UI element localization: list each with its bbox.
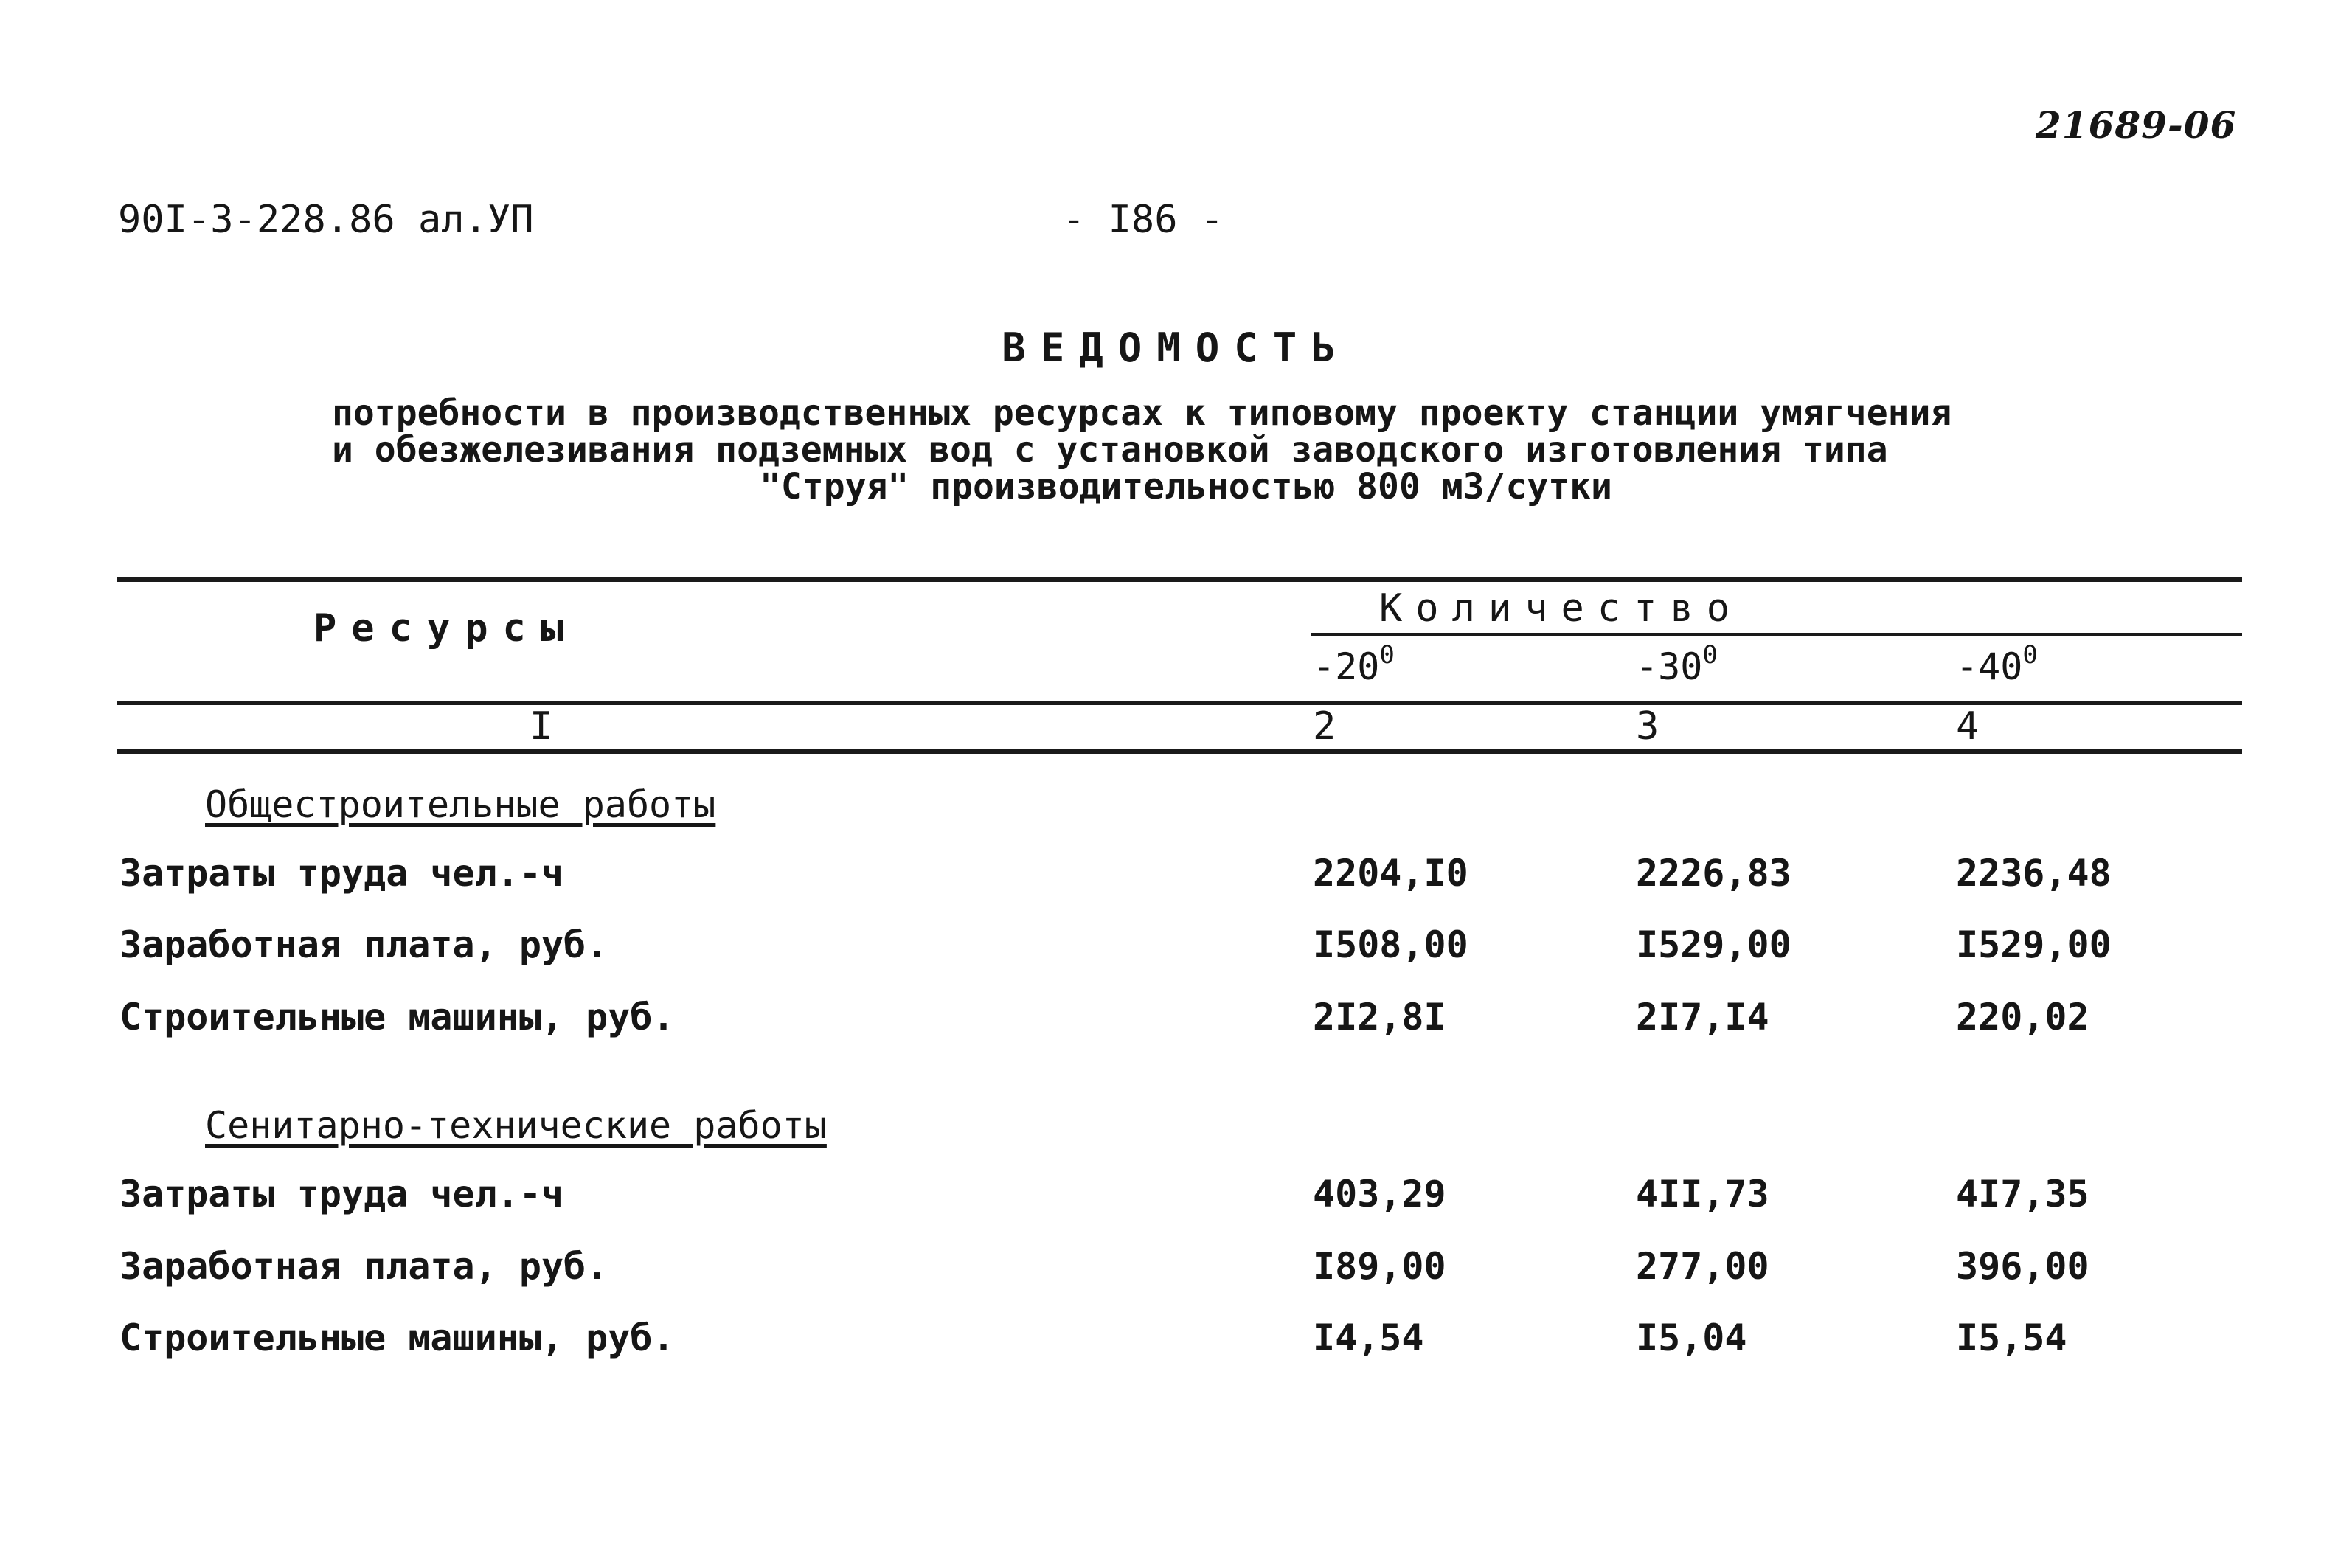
table-cell: I5,54 [1956,1317,2067,1359]
column-number-rule [117,749,2242,754]
table-cell: I529,00 [1956,923,2112,966]
table-cell: I508,00 [1313,923,1468,966]
handwritten-note: 21689-06 [2036,103,2237,147]
quantity-header-rule [1311,633,2242,636]
table-cell: I89,00 [1313,1245,1446,1288]
subtitle-line: "Струя" производительностью 800 м3/сутки [760,466,1612,507]
table-cell: 277,00 [1636,1245,1769,1288]
temperature-header: $-20^0$ [1313,640,1395,688]
subtitle-line: потребности в производственных ресурсах к типовому проекту станции умягчения [332,392,1952,434]
table-cell: 4I7,35 [1956,1173,2089,1215]
table-cell: 2204,I0 [1313,852,1468,895]
table-cell: 220,02 [1956,996,2089,1038]
document-title: ВЕДОМОСТЬ [1002,325,1350,371]
subtitle-line: и обезжелезивания подземных вод с установкой заводского изготовления типа [332,429,1888,471]
row-label: Затраты труда чел.-ч [119,852,564,895]
table-top-rule [117,577,2242,582]
column-number: 4 [1956,704,1980,749]
table-cell: 2236,48 [1956,852,2112,895]
table-cell: I4,54 [1313,1317,1424,1359]
column-number: I [530,704,553,749]
column-number: 3 [1636,704,1659,749]
row-label: Строительные машины, руб. [119,1317,675,1359]
table-cell: 4II,73 [1636,1173,1769,1215]
header-bottom-rule [117,701,2242,705]
document-subtitle [332,392,1952,507]
quantity-header: Количество [1379,586,1744,631]
row-label: Заработная плата, руб. [119,923,608,966]
column-number: 2 [1313,704,1336,749]
row-label: Заработная плата, руб. [119,1245,608,1288]
row-label: Затраты труда чел.-ч [119,1173,564,1215]
row-label: Строительные машины, руб. [119,996,675,1038]
resources-header: Ресурсы [313,606,579,651]
table-cell: I529,00 [1636,923,1791,966]
table-cell: I5,04 [1636,1317,1747,1359]
table-cell: 2226,83 [1636,852,1791,895]
temperature-header: $-40^0$ [1956,640,2038,688]
section-title: Сенитарно-технические работы [205,1104,827,1147]
document-reference: 90I-3-228.86 ал.УП [118,198,534,242]
table-cell: 2I7,I4 [1636,996,1769,1038]
section-title: Общестроительные работы [205,783,716,826]
page-number: - I86 - [1062,198,1224,242]
temperature-header: $-30^0$ [1636,640,1718,688]
table-cell: 396,00 [1956,1245,2089,1288]
table-cell: 2I2,8I [1313,996,1446,1038]
table-cell: 403,29 [1313,1173,1446,1215]
